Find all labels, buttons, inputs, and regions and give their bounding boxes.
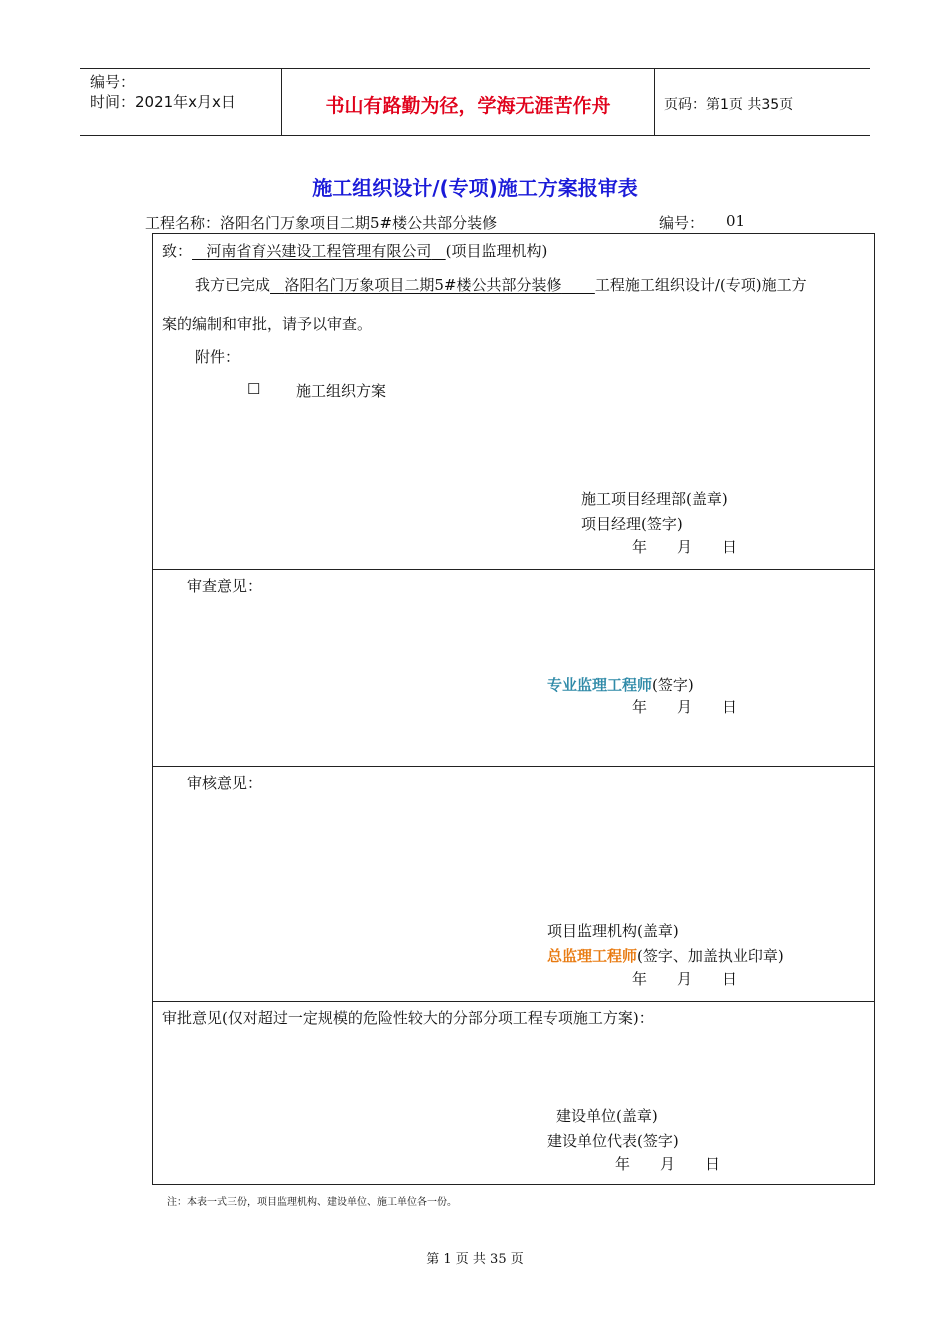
date-month: 月 [677, 538, 693, 556]
project-number-label: 编号： [659, 214, 705, 232]
date-month: 月 [677, 698, 693, 716]
approval-opinion-label: 审批意见(仅对超过一定规模的危险性较大的分部分项工程专项施工方案)： [162, 1009, 654, 1027]
owner-stamp: 建设单位(盖章) [556, 1107, 658, 1125]
date-line [632, 696, 737, 717]
date-line [632, 968, 737, 989]
supervision-org-stamp: 项目监理机构(盖章) [547, 922, 679, 940]
attachment-item: 施工组织方案 [296, 382, 387, 400]
submission-statement-line2: 案的编制和审批，请予以审查。 [162, 315, 373, 333]
page-footer: 第 1 页 共 35 页 [426, 1252, 524, 1267]
date-year: 年 [615, 1155, 631, 1173]
header-time-label: 时间：2021年x月x日 [90, 93, 236, 111]
attachment-checkbox[interactable]: ☐ [247, 380, 261, 398]
review-form [152, 233, 875, 1185]
submission-statement: 我方已完成 洛阳名门万象项目二期5#楼公共部分装修 工程施工组织设计/(专项)施工方 [195, 276, 807, 294]
supervising-engineer-sign: 专业监理工程师(签字) [547, 676, 694, 694]
section-divider [153, 766, 874, 767]
chief-engineer-sign: 总监理工程师(签字、加盖执业印章) [547, 947, 784, 965]
attachment-label: 附件： [195, 348, 241, 366]
header-top-rule [80, 68, 870, 69]
date-line [632, 536, 737, 557]
audit-opinion-label: 审核意见： [187, 774, 263, 792]
review-opinion-label: 审查意见： [187, 577, 263, 595]
owner-representative-sign: 建设单位代表(签字) [547, 1132, 679, 1150]
submission-project: 洛阳名门万象项目二期5#楼公共部分装修 [284, 276, 562, 294]
date-year: 年 [632, 970, 648, 988]
to-organization: 河南省育兴建设工程管理有限公司 [206, 242, 432, 260]
date-day: 日 [705, 1155, 721, 1173]
project-name: 工程名称：洛阳名门万象项目二期5#楼公共部分装修 [145, 214, 498, 232]
document-title: 施工组织设计/(专项)施工方案报审表 [312, 176, 638, 200]
form-note: 注：本表一式三份，项目监理机构、建设单位、施工单位各一份。 [167, 1197, 457, 1208]
chief-engineer-role: 总监理工程师 [547, 947, 638, 965]
header-divider-right [654, 68, 655, 136]
date-month: 月 [677, 970, 693, 988]
section-divider [153, 569, 874, 570]
header-bottom-rule [80, 135, 870, 136]
date-day: 日 [722, 698, 738, 716]
header-meta [90, 72, 236, 112]
date-day: 日 [722, 970, 738, 988]
header-page-label: 页码：第1页 共35页 [664, 97, 794, 113]
section-divider [153, 1001, 874, 1002]
supervising-engineer-role: 专业监理工程师 [547, 676, 653, 694]
header-motto: 书山有路勤为径，学海无涯苦作舟 [325, 95, 611, 117]
date-year: 年 [632, 538, 648, 556]
date-day: 日 [722, 538, 738, 556]
date-line [615, 1153, 720, 1174]
contractor-stamp-label: 施工项目经理部(盖章) [581, 490, 728, 508]
addressee-line [162, 240, 547, 261]
date-year: 年 [632, 698, 648, 716]
project-manager-sign: 项目经理(签字) [581, 515, 683, 533]
header-number-label: 编号： [90, 73, 136, 91]
to-suffix: (项目监理机构) [445, 242, 548, 260]
to-label: 致： [162, 242, 193, 260]
date-month: 月 [660, 1155, 676, 1173]
project-number-value: 01 [726, 212, 746, 230]
